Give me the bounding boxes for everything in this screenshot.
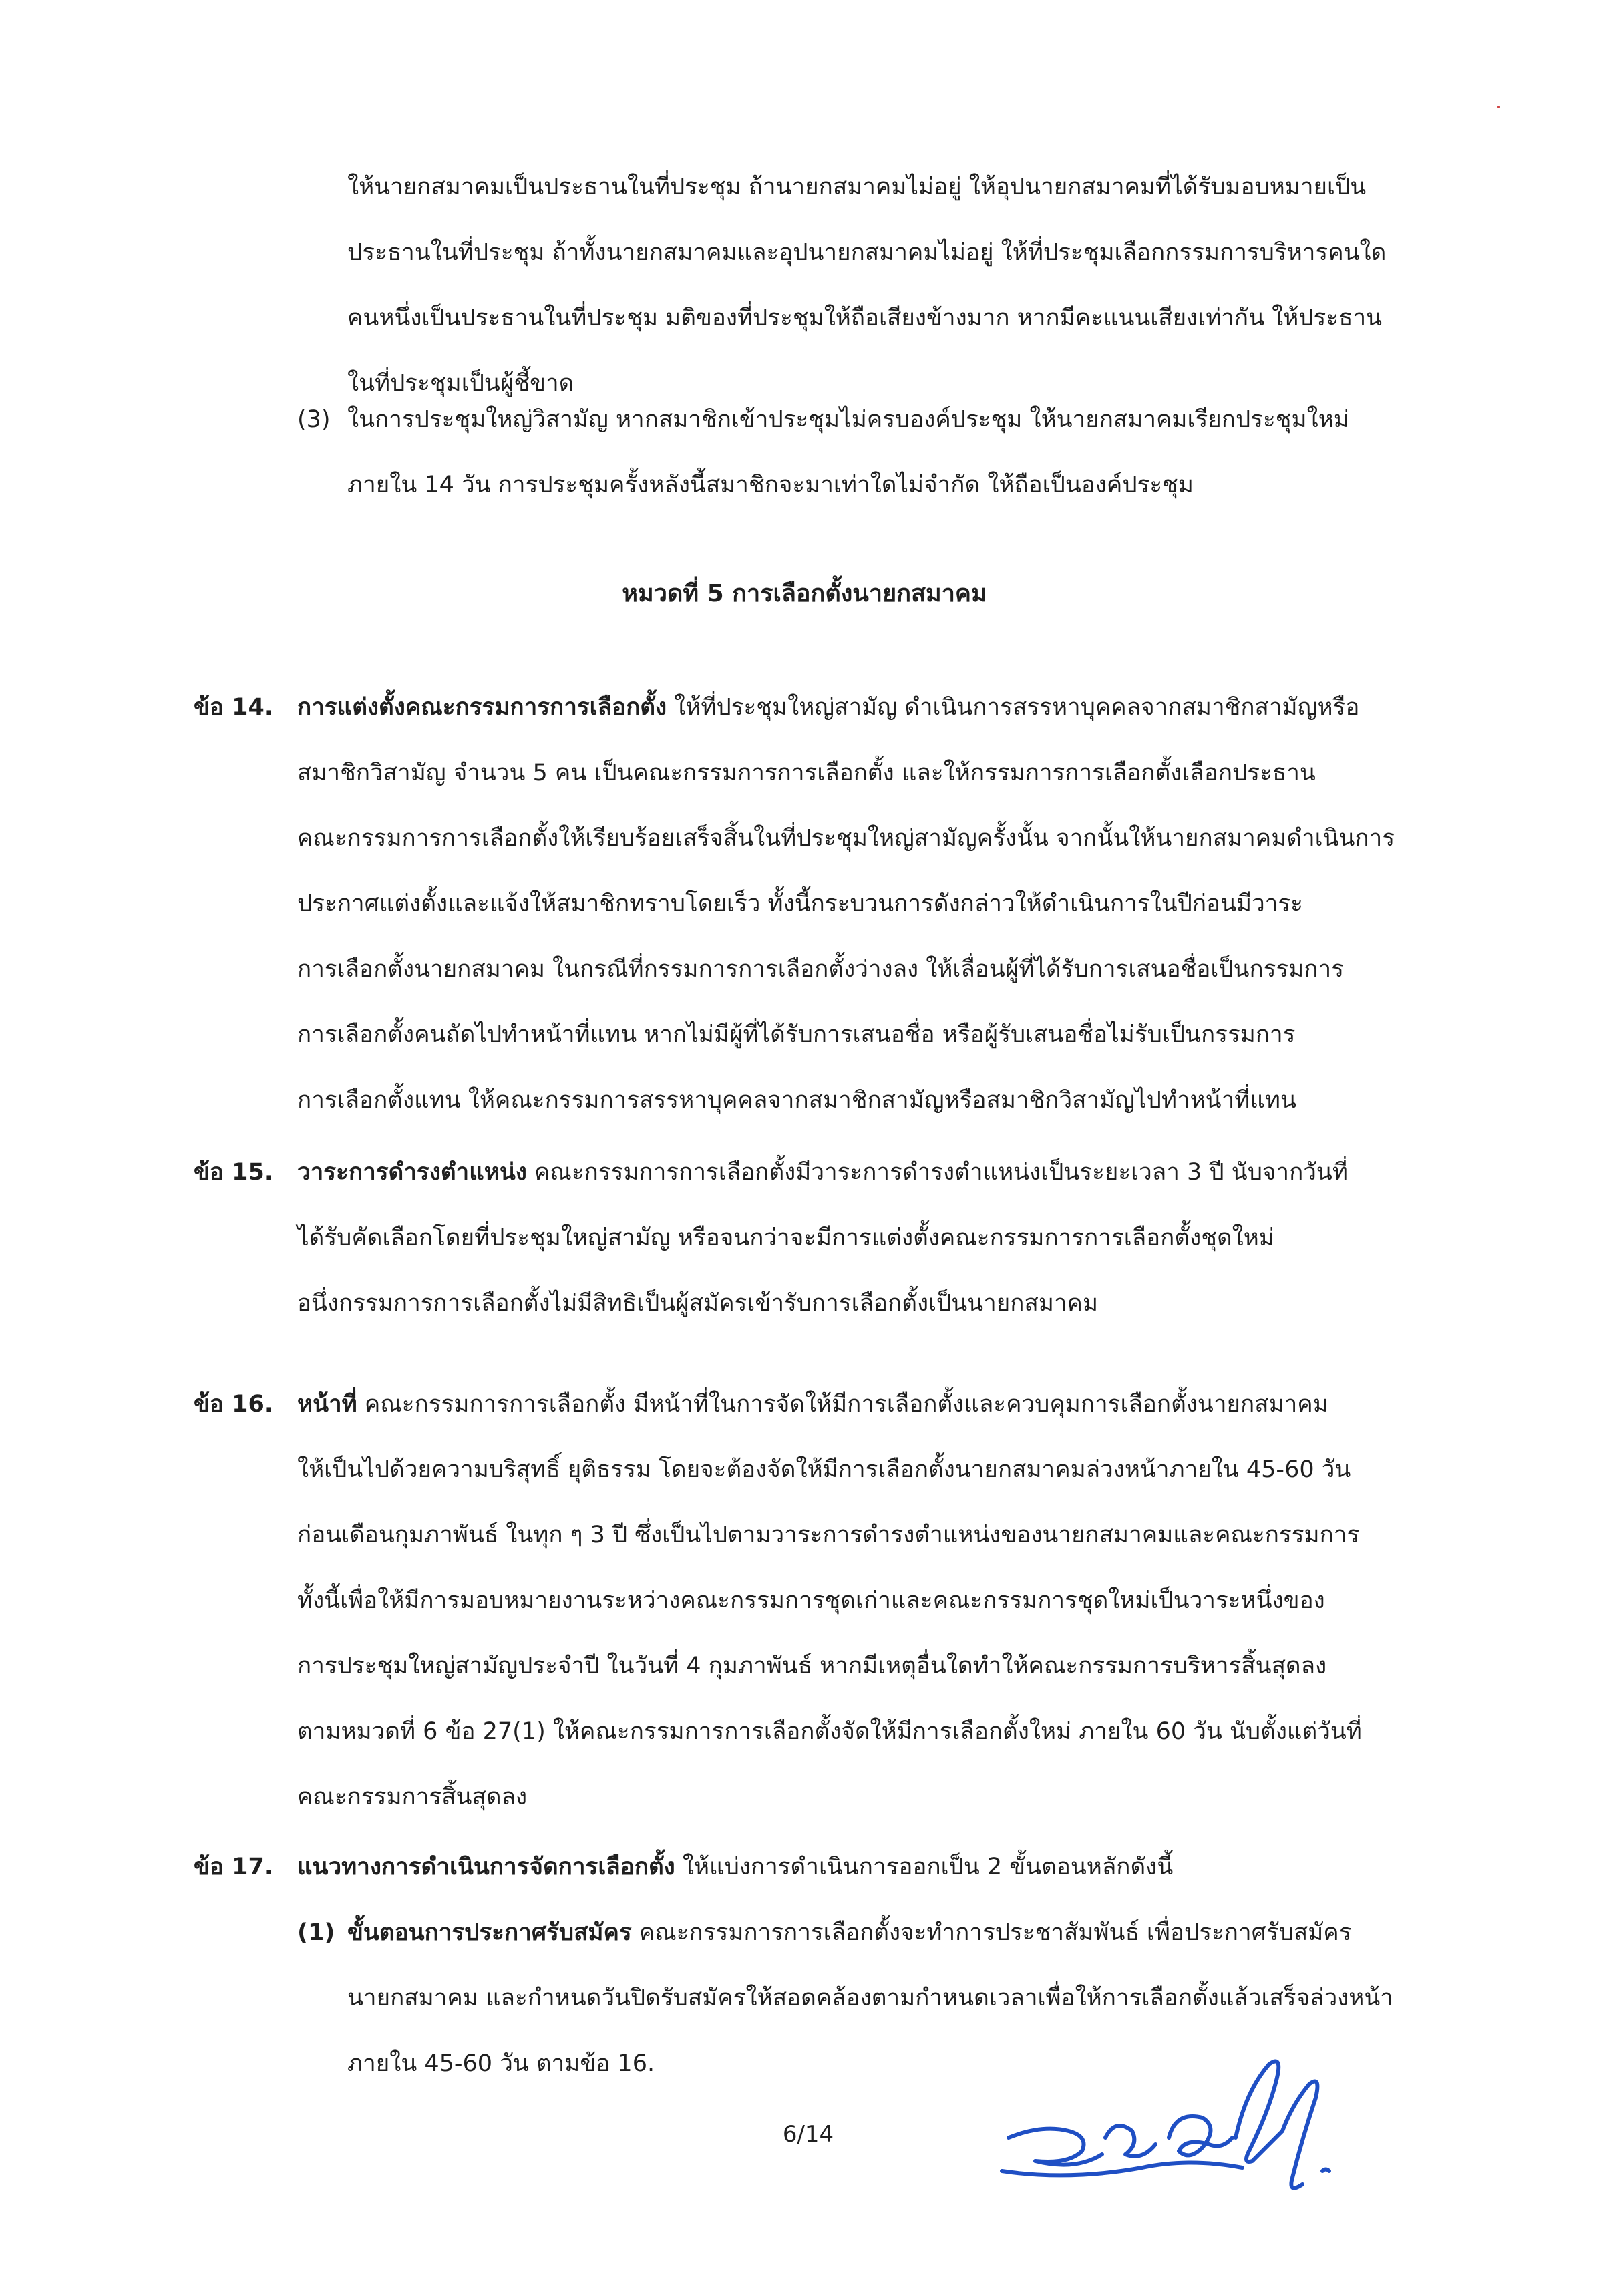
clause-number: ข้อ 15.: [194, 1159, 274, 1186]
clause-line: การเลือกตั้งคนถัดไปทำหน้าที่แทน หากไม่มีผู้ที่ได้รับการเสนอชื่อ หรือผู้รับเสนอชื่อไม่รับเป็นกรรมการ: [297, 1021, 1296, 1048]
clause-line: คณะกรรมการการเลือกตั้งให้เรียบร้อยเสร็จสิ้นในที่ประชุมใหญ่สามัญครั้งนั้น จากนั้นให้นายกสมาคมดำเนินการ: [297, 825, 1395, 852]
clause-line: ก่อนเดือนกุมภาพันธ์ ในทุก ๆ 3 ปี ซึ่งเป็นไปตามวาระการดำรงตำแหน่งของนายกสมาคมและคณะกรรมการ: [297, 1522, 1360, 1548]
clause-title: แนวทางการดำเนินการจัดการเลือกตั้ง: [297, 1854, 675, 1880]
clause-number: ข้อ 17.: [194, 1854, 274, 1880]
clause-line: สมาชิกวิสามัญ จำนวน 5 คน เป็นคณะกรรมการการเลือกตั้ง และให้กรรมการการเลือกตั้งเลือกประธาน: [297, 760, 1316, 786]
intro-line: คนหนึ่งเป็นประธานในที่ประชุม มติของที่ประชุมให้ถือเสียงข้างมาก หากมีคะแนนเสียงเท่ากัน ให้ประธาน: [347, 305, 1383, 331]
item-line: ภายใน 14 วัน การประชุมครั้งหลังนี้สมาชิกจะมาเท่าใดไม่จำกัด ให้ถือเป็นองค์ประชุม: [347, 472, 1194, 498]
clause-text: คณะกรรมการการเลือกตั้ง มีหน้าที่ในการจัดให้มีการเลือกตั้งและควบคุมการเลือกตั้งนายกสมาคม: [357, 1391, 1328, 1418]
clause-text: คณะกรรมการการเลือกตั้งมีวาระการดำรงตำแหน่งเป็นระยะเวลา 3 ปี นับจากวันที่: [526, 1159, 1348, 1186]
page-number: 6/14: [782, 2121, 834, 2148]
item-text: คณะกรรมการการเลือกตั้งจะทำการประชาสัมพันธ์ เพื่อประกาศรับสมัคร: [631, 1919, 1352, 1946]
clause-text: ให้แบ่งการดำเนินการออกเป็น 2 ขั้นตอนหลักดังนี้: [675, 1854, 1174, 1880]
item-number: (3): [297, 406, 331, 433]
intro-line: ให้นายกสมาคมเป็นประธานในที่ประชุม ถ้านายกสมาคมไม่อยู่ ให้อุปนายกสมาคมที่ได้รับมอบหมายเป็น: [347, 174, 1367, 200]
clause-title: วาระการดำรงตำแหน่ง: [297, 1159, 527, 1186]
clause-line: ประกาศแต่งตั้งและแจ้งให้สมาชิกทราบโดยเร็ว ทั้งนี้กระบวนการดังกล่าวให้ดำเนินการในปีก่อนมีวาระ: [297, 890, 1303, 917]
clause-line: ได้รับคัดเลือกโดยที่ประชุมใหญ่สามัญ หรือจนกว่าจะมีการแต่งตั้งคณะกรรมการการเลือกตั้งชุดใหม่: [297, 1224, 1274, 1251]
clause-line: การเลือกตั้งนายกสมาคม ในกรณีที่กรรมการการเลือกตั้งว่างลง ให้เลื่อนผู้ที่ได้รับการเสนอชื่อเป็นกรรมการ: [297, 956, 1345, 983]
item-number: (1): [297, 1919, 335, 1946]
item-title: ขั้นตอนการประกาศรับสมัคร: [347, 1919, 632, 1946]
red-speck: [1497, 106, 1500, 108]
item-line: ภายใน 45-60 วัน ตามข้อ 16.: [347, 2050, 655, 2077]
clause-number: ข้อ 16.: [194, 1391, 274, 1418]
intro-line: ประธานในที่ประชุม ถ้าทั้งนายกสมาคมและอุปนายกสมาคมไม่อยู่ ให้ที่ประชุมเลือกกรรมการบริหารคนใด: [347, 239, 1387, 266]
clause-line: ตามหมวดที่ 6 ข้อ 27(1) ให้คณะกรรมการการเลือกตั้งจัดให้มีการเลือกตั้งใหม่ ภายใน 60 วัน นับตั้งแต่วันที่: [297, 1718, 1362, 1745]
clause-line: การเลือกตั้งแทน ให้คณะกรรมการสรรหาบุคคลจากสมาชิกสามัญหรือสมาชิกวิสามัญไปทำหน้าที่แทน: [297, 1087, 1296, 1114]
intro-paragraph: [347, 154, 1386, 416]
clause-line: ทั้งนี้เพื่อให้มีการมอบหมายงานระหว่างคณะกรรมการชุดเก่าและคณะกรรมการชุดใหม่เป็นวาระหนึ่งของ: [297, 1587, 1325, 1614]
signature-image: [989, 2037, 1363, 2211]
intro-line: ในที่ประชุมเป็นผู้ชี้ขาด: [347, 370, 574, 397]
chapter-heading: หมวดที่ 5 การเลือกตั้งนายกสมาคม: [622, 580, 987, 607]
clause-text: ให้ที่ประชุมใหญ่สามัญ ดำเนินการสรรหาบุคคลจากสมาชิกสามัญหรือ: [667, 694, 1360, 721]
clause-line: การประชุมใหญ่สามัญประจำปี ในวันที่ 4 กุมภาพันธ์ หากมีเหตุอื่นใดทำให้คณะกรรมการบริหารสิ้นสุดลง: [297, 1653, 1327, 1679]
clause-line: ให้เป็นไปด้วยความบริสุทธิ์ ยุติธรรม โดยจะต้องจัดให้มีการเลือกตั้งนายกสมาคมล่วงหน้าภายใน 45-60 วัน: [297, 1456, 1351, 1483]
clause-number: ข้อ 14.: [194, 694, 274, 721]
item-line: ในการประชุมใหญ่วิสามัญ หากสมาชิกเข้าประชุมไม่ครบองค์ประชุม ให้นายกสมาคมเรียกประชุมใหม่: [347, 406, 1349, 433]
clause-line: อนึ่งกรรมการการเลือกตั้งไม่มีสิทธิเป็นผู้สมัครเข้ารับการเลือกตั้งเป็นนายกสมาคม: [297, 1290, 1099, 1317]
clause-title: การแต่งตั้งคณะกรรมการการเลือกตั้ง: [297, 694, 667, 721]
item-line: นายกสมาคม และกำหนดวันปิดรับสมัครให้สอดคล้องตามกำหนดเวลาเพื่อให้การเลือกตั้งแล้วเสร็จล่วงหน้า: [347, 1985, 1393, 2011]
clause-title: หน้าที่: [297, 1391, 357, 1418]
clause-line: คณะกรรมการสิ้นสุดลง: [297, 1784, 528, 1810]
